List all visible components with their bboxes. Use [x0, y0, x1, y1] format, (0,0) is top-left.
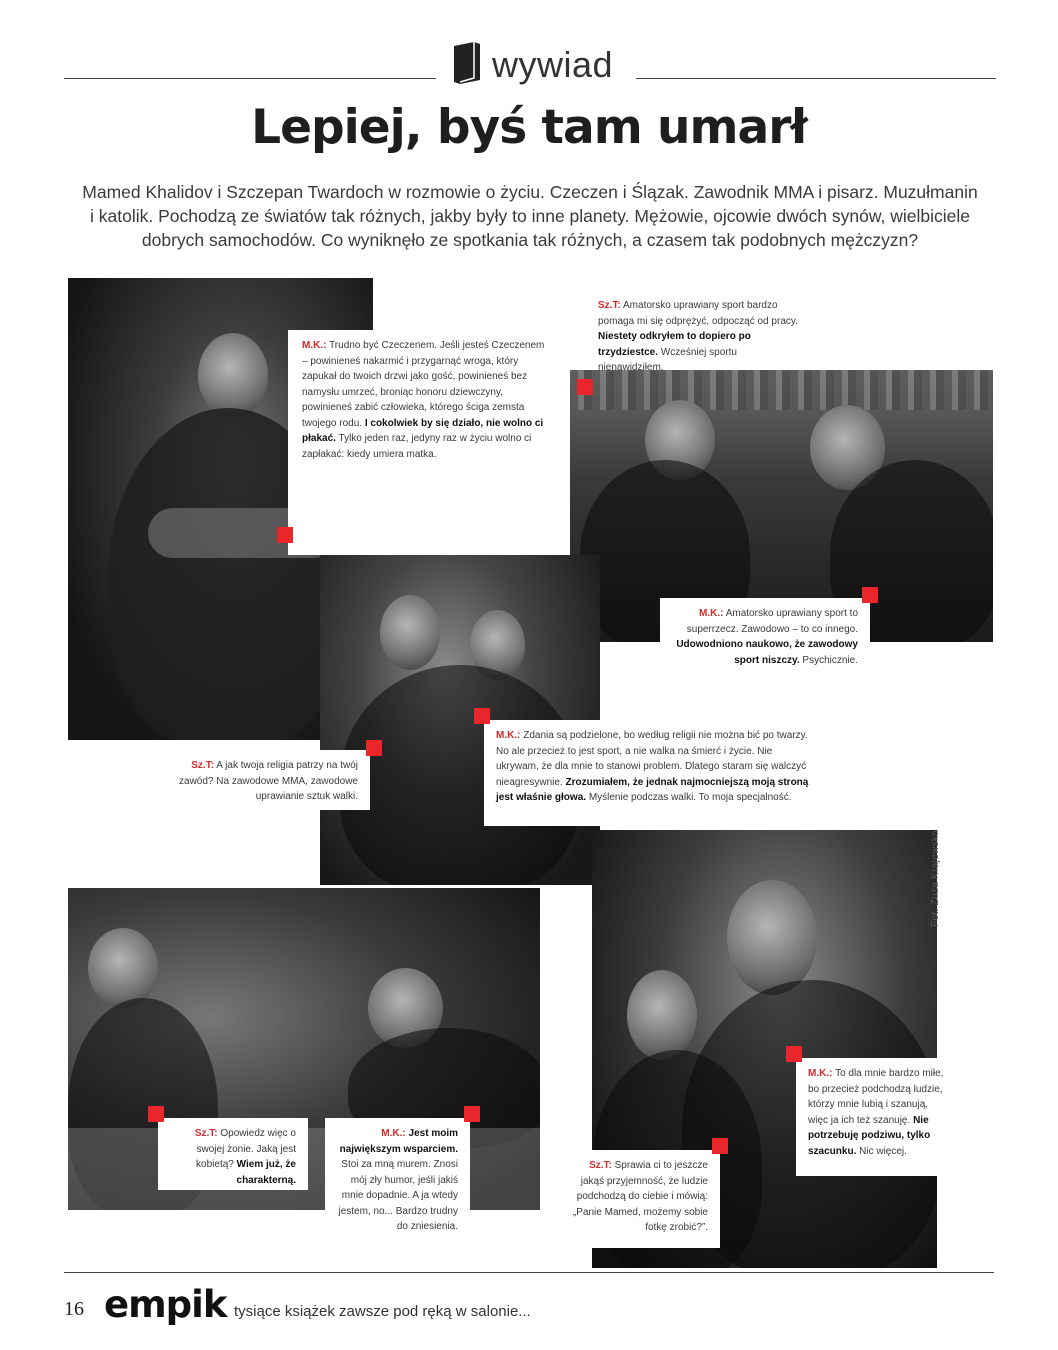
quote-marker	[712, 1138, 728, 1154]
quote-marker	[862, 587, 878, 603]
quote-bold: Jest moim największym wsparciem.	[339, 1128, 458, 1155]
quote-speaker: M.K.:	[808, 1068, 833, 1079]
quote-bold: Nie potrzebuję podziwu, tylko szacunku.	[808, 1114, 931, 1157]
quote-bold: I cokolwiek by się działo, nie wolno ci płakać.	[302, 417, 544, 444]
quote-tail: Tylko jeden raz, jedyny raz w życiu wolno ci zapłakać: kiedy umiera matka.	[302, 433, 532, 460]
quote-text: A jak twoja religia patrzy na twój zawód? Na zawodowe MMA, zawodowe uprawianie sztuk walki.	[179, 760, 358, 802]
quote-speaker: Sz.T:	[589, 1160, 612, 1171]
quote-speaker: Sz.T:	[191, 760, 215, 771]
quote-text: Amatorsko uprawiany sport bardzo pomaga mi się odprężyć, odpocząć od pracy.	[598, 300, 798, 327]
quote-box-4	[150, 750, 370, 810]
quote-speaker: M.K.:	[302, 340, 327, 351]
quote-tail: Myślenie podczas walki. To moja specjalność.	[588, 792, 792, 803]
quote-marker	[577, 379, 593, 395]
quote-text: Zdania są podzielone, bo według religii nie można bić po twarzy. No ale przecież to jest sport, a nie walka na śmierć i życie. Nie ukrywam, że dla mnie to stanowi problem. Dlatego staram się walczyć nieagresywnie.	[496, 730, 808, 788]
section-label	[450, 40, 613, 89]
quote-marker	[474, 708, 490, 724]
quote-speaker: Sz.T:	[194, 1128, 218, 1139]
article-lead: Mamed Khalidov i Szczepan Twardoch w rozmowie o życiu. Czeczen i Ślązak. Zawodnik MMA i pisarz. Muzułmanin i katolik. Pochodzą ze światów tak różnych, jakby były to inne planety. Mężowie, ojcowie dwóch synów, wielbiciele dobrych samochodów. Co wyniknęło ze spotkania tak różnych, a czasem tak podobnych mężczyzn?	[82, 182, 978, 250]
footer-tagline: tysiące książek zawsze pod ręką w salonie...	[234, 1303, 531, 1320]
quote-text: Sprawia ci to jeszcze jakąś przyjemność, że ludzie podchodzą do ciebie i mówią: „Panie Mamed, możemy sobie fotkę zrobić?”.	[572, 1160, 708, 1233]
quote-marker	[786, 1046, 802, 1062]
article-title: Lepiej, byś tam umarł	[251, 100, 807, 155]
quote-speaker: M.K.:	[381, 1128, 406, 1139]
quote-text: Amatorsko uprawiany sport to superrzecz. Zawodowo – to co innego.	[686, 608, 858, 635]
quote-text: To dla mnie bardzo miłe, bo przecież podchodzą ludzie, którzy mnie lubią i szanują, więc ja ich też szanuję.	[808, 1068, 944, 1126]
quote-box-5	[484, 720, 824, 826]
quote-box-8	[555, 1150, 720, 1248]
quote-bold: Zrozumiałem, że jednak najmocniejszą moją stroną jest właśnie głowa.	[496, 776, 809, 803]
quote-speaker: M.K.:	[496, 730, 521, 741]
quote-tail: Nic więcej.	[859, 1145, 907, 1157]
quote-text: Opowiedz więc o swojej żonie. Jaką jest kobietą?	[196, 1128, 296, 1170]
quote-speaker: Sz.T:	[598, 300, 621, 311]
quote-bold: Niestety odkryłem to dopiero po trzydziestce.	[598, 331, 751, 358]
quote-box-3	[660, 598, 870, 668]
header-rule-left	[64, 78, 436, 79]
quote-box-9	[796, 1058, 961, 1176]
book-icon	[450, 40, 484, 89]
section-name: wywiad	[492, 43, 614, 85]
quote-tail: Psychicznie.	[802, 654, 858, 666]
quote-marker	[277, 527, 293, 543]
quote-box-7	[325, 1118, 470, 1263]
quote-bold: Wiem już, że charakterną.	[236, 1159, 296, 1186]
quote-marker	[148, 1106, 164, 1122]
quote-marker	[464, 1106, 480, 1122]
header-rule-right	[636, 78, 996, 79]
quote-text: Trudno być Czeczenem. Jeśli jesteś Czeczenem – powinieneś nakarmić i przygarnąć wroga, który zapukał do twoich drzwi jako gość, powinieneś bez namysłu umrzeć, broniąc honoru dziewczyny, powinieneś zabić człowieka, którego ściga zemsta twojego rodu.	[302, 340, 545, 429]
quote-box-6	[158, 1118, 308, 1190]
photo-credit: Fot. Zuza Krajewska	[930, 830, 941, 927]
page-number: 16	[64, 1298, 84, 1320]
quote-text: Stoi za mną murem. Znosi mój zły humor, jeśli jakiś mnie dopadnie. A ja wtedy jestem, no... Bardzo trudny do zniesienia.	[338, 1159, 458, 1232]
quote-tail: Wcześniej sportu nienawidziłem.	[598, 346, 737, 373]
footer-rule	[64, 1272, 994, 1273]
quote-box-2	[586, 290, 816, 373]
quote-bold: Udowodniono naukowo, że zawodowy sport niszczy.	[676, 639, 858, 666]
quote-speaker: M.K.:	[699, 608, 724, 619]
empik-logo: empik	[104, 1283, 227, 1326]
quote-marker	[366, 740, 382, 756]
quote-box-1	[288, 330, 558, 555]
